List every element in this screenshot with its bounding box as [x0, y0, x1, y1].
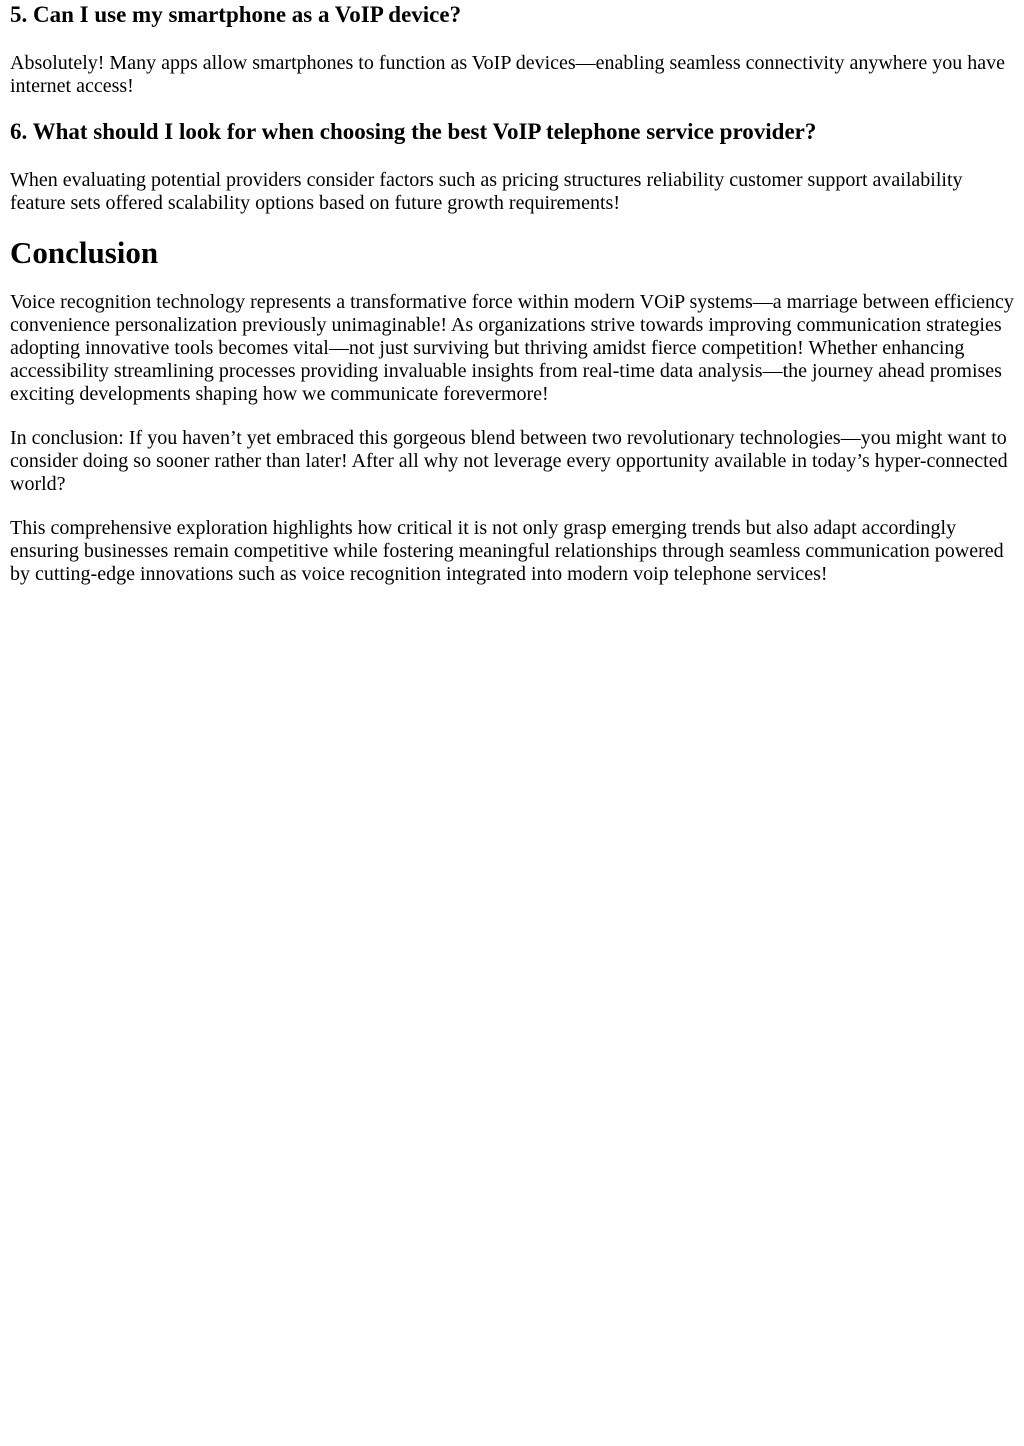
- faq-question-5: 5. Can I use my smartphone as a VoIP device?: [10, 2, 462, 27]
- faq-question-6: 6. What should I look for when choosing the best VoIP telephone service provider?: [10, 119, 817, 144]
- conclusion-heading: Conclusion: [10, 235, 159, 270]
- faq-answer-6: When evaluating potential providers consider factors such as pricing structures reliability customer support availability feature sets offered scalability options based on future growth requirements!: [10, 169, 963, 214]
- faq-answer-5: Absolutely! Many apps allow smartphones to function as VoIP devices—enabling seamless connectivity anywhere you have internet access!: [10, 52, 1005, 97]
- conclusion-paragraph-3: This comprehensive exploration highlights how critical it is not only grasp emerging trends but also adapt accordingly ensuring businesses remain competitive while fostering meaningful relationships through seamless communication powered by cutting-edge innovations such as voice recognition integrated into modern voip telephone services!: [10, 517, 1004, 585]
- conclusion-paragraph-1: Voice recognition technology represents a transformative force within modern VOiP systems—a marriage between efficiency convenience personalization previously unimaginable! As organizations strive towards improving communication strategies adopting innovative tools becomes vital—not just surviving but thriving amidst fierce competition! Whether enhancing accessibility streamlining processes providing invaluable insights from real-time data analysis—the journey ahead promises exciting developments shaping how we communicate forevermore!: [10, 291, 1014, 405]
- conclusion-paragraph-2: In conclusion: If you haven’t yet embraced this gorgeous blend between two revolutionary technologies—you might want to consider doing so sooner rather than later! After all why not leverage every opportunity available in today’s hyper-connected world?: [10, 427, 1008, 495]
- article-body: [0, 0, 1024, 586]
